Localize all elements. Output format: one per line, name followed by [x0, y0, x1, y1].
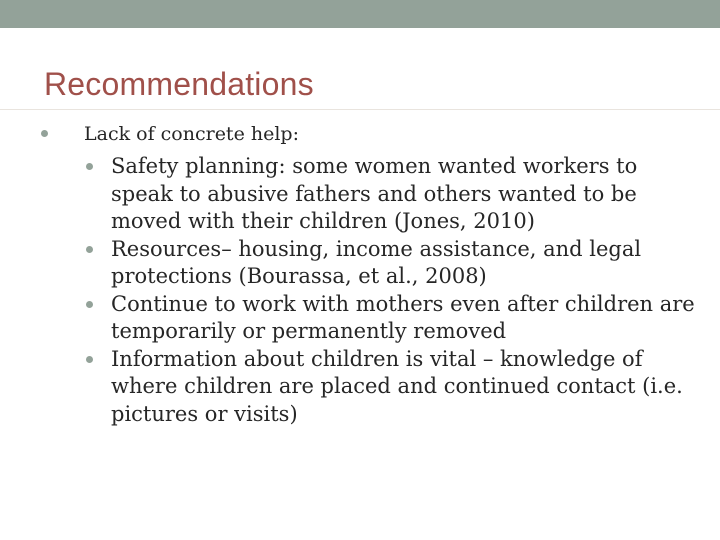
level1-bullet-text: Lack of concrete help: [84, 123, 299, 145]
list-item [111, 346, 696, 429]
list-item [111, 291, 696, 346]
sub-bullet-list [111, 153, 696, 428]
list-item [111, 236, 696, 291]
list-item-text: Resources– housing, income assistance, and legal protections (Bourassa, et al., 2008) [111, 236, 642, 288]
bullet-dot-icon [41, 130, 48, 137]
top-accent-bar [0, 0, 720, 28]
list-item-text: Continue to work with mothers even after children are temporarily or permanently removed [111, 291, 695, 343]
list-item [111, 153, 696, 236]
list-item-text: Information about children is vital – knowledge of where children are placed and continued contact (i.e. pictures or visits) [111, 346, 683, 426]
list-item-text: Safety planning: some women wanted workers to speak to abusive fathers and others wanted to be moved with their children (Jones, 2010) [111, 154, 638, 233]
bullet-dot-icon [86, 163, 93, 170]
slide-title: Recommendations [44, 66, 314, 102]
bullet-dot-icon [86, 246, 93, 253]
title-divider [0, 109, 720, 110]
bullet-dot-icon [86, 356, 93, 363]
bullet-dot-icon [86, 301, 93, 308]
